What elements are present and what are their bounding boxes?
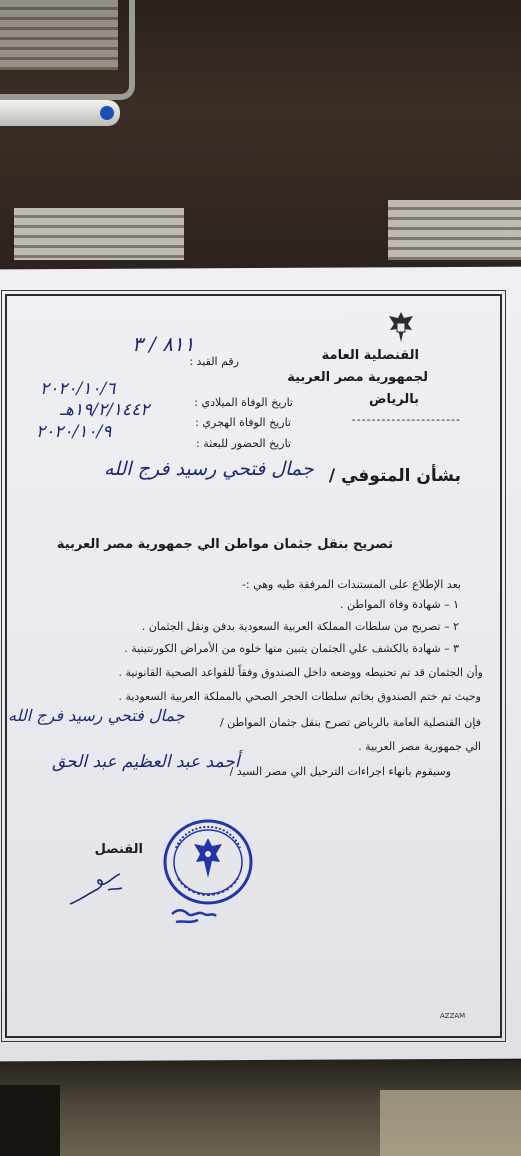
- paragraph-1: وأن الجثمان قد تم تحنيطه ووضعه داخل الصندوق وفقاً للقواعد الصحية القانونية .: [118, 666, 483, 679]
- window-blind-right: [388, 200, 521, 260]
- document-title: تصريح بنقل جثمان مواطن الي جمهورية مصر العربية: [56, 537, 393, 552]
- paragraph-2: وحيث تم ختم الصندوق بخاتم سلطات الحجر الصحي بالمملكة العربية السعودية .: [118, 690, 481, 703]
- header-line-2: لجمهورية مصر العربية: [287, 370, 428, 385]
- death-greg-value: ٢٠٢٠/١٠/٦: [40, 379, 116, 399]
- floor-shadow: [0, 1085, 60, 1156]
- eagle-emblem-icon: [386, 310, 416, 344]
- header-divider: ----------------------: [351, 413, 461, 426]
- footer-initials: AZZAM: [440, 1012, 466, 1020]
- record-label: رقم القيد :: [189, 355, 239, 368]
- floor-light: [380, 1090, 521, 1156]
- arrival-label: تاريخ الحضور للبعثة :: [196, 437, 291, 450]
- death-greg-label: تاريخ الوفاة الميلادي :: [194, 396, 293, 409]
- window-blind-top: [0, 0, 118, 70]
- paragraph-3-tail: الي جمهورية مصر العربية .: [358, 740, 481, 753]
- arrival-value: ٢٠٢٠/١٠/٩: [36, 422, 112, 442]
- header-line-1: القنصلية العامة: [321, 348, 419, 363]
- death-hijri-label: تاريخ الوفاة الهجري :: [195, 416, 291, 429]
- subject-label: بشأن المتوفي /: [328, 466, 461, 486]
- header-line-3: بالرياض: [369, 392, 419, 407]
- list-item-2: ٢ – تصريح من سلطات المملكة العربية السعودية بدفن ونقل الجثمان .: [141, 620, 459, 633]
- paragraph-3-lead: فإن القنصلية العامة بالرياض تصرح بنقل جثمان المواطن /: [219, 716, 481, 729]
- subject-name: جمال فتحي رسيد فرج الله: [104, 458, 314, 480]
- consul-signature: [68, 860, 128, 910]
- window-blind-left: [14, 208, 184, 260]
- record-value: ٨١١ / ٣: [132, 332, 195, 356]
- paragraph-4-name: أحمد عبد العظيم عبد الحق: [52, 752, 240, 772]
- paragraph-4-lead: وسيقوم بانهاء اجراءات الترحيل الي مصر السيد /: [229, 765, 451, 778]
- death-hijri-value: ١٩/٢/١٤٤٢هـ: [60, 400, 150, 420]
- list-item-1: ١ – شهادة وفاة المواطن .: [339, 598, 459, 611]
- consulate-seal-stamp: [162, 818, 254, 906]
- stamp-annotation: [168, 900, 218, 930]
- consul-label: القنصل: [94, 842, 143, 857]
- paragraph-3-name: جمال فتحي رسيد فرج الله: [8, 706, 185, 725]
- list-item-3: ٣ – شهادة بالكشف علي الجثمان يتبين منها خلوه من الأمراض الكورنتينية .: [124, 642, 459, 655]
- pen-tip: [100, 106, 114, 120]
- intro-text: بعد الإطلاع على المستندات المرفقة طيه وهي :-: [241, 578, 461, 591]
